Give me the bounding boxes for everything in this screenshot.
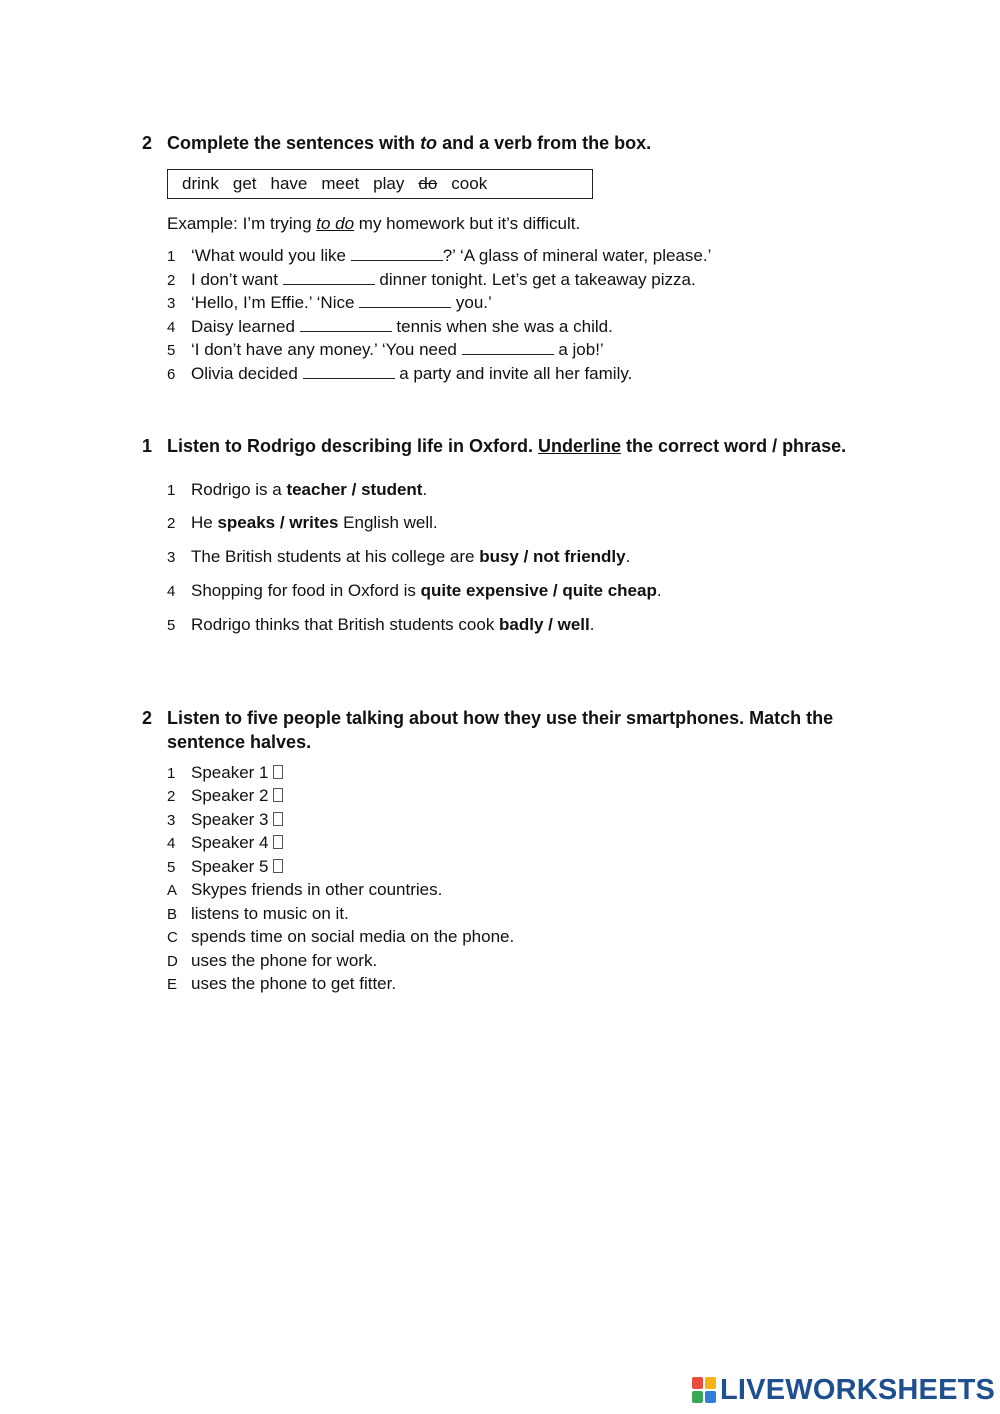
answer-box[interactable] [273, 788, 283, 802]
option-item: C spends time on social media on the phone. [167, 927, 515, 946]
word-get: get [232, 174, 257, 193]
oxford-item: 1 Rodrigo is a teacher / student. [167, 480, 428, 499]
answer-blank[interactable] [351, 245, 443, 261]
oxford-heading-number: 1 [142, 436, 153, 456]
option-item: B listens to music on it. [167, 904, 349, 923]
verbs-item: 6 Olivia decided a party and invite all her family. [167, 364, 633, 383]
verbs-item: 3 ‘Hello, I’m Effie.’ ‘Nice you.’ [167, 293, 492, 312]
speaker-item: 3 Speaker 3 [167, 809, 283, 831]
verbs-item: 1 ‘What would you like ?’ ‘A glass of mineral water, please.’ [167, 246, 712, 265]
word-have: have [270, 174, 308, 193]
option-item: D uses the phone for work. [167, 951, 378, 970]
answer-blank[interactable] [300, 316, 392, 332]
option-item: A Skypes friends in other countries. [167, 880, 443, 899]
oxford-heading [0, 434, 1000, 458]
speaker-item: 2 Speaker 2 [167, 785, 283, 807]
answer-blank[interactable] [462, 339, 554, 355]
verbs-item: 5 ‘I don’t have any money.’ ‘You need a job!’ [167, 340, 604, 359]
answer-blank[interactable] [283, 269, 375, 285]
logo-blocks-icon [692, 1377, 716, 1403]
oxford-item: 4 Shopping for food in Oxford is quite expensive / quite cheap. [167, 581, 662, 600]
answer-box[interactable] [273, 859, 283, 873]
verbs-heading [0, 131, 1000, 155]
verbs-example: Example: I’m trying to do my homework but it’s difficult. [167, 214, 581, 233]
choice-options[interactable]: teacher / student [286, 480, 423, 499]
verbs-heading-text: Complete the sentences with to and a verb from the box. [167, 133, 652, 153]
answer-box[interactable] [273, 812, 283, 826]
choice-options[interactable]: quite expensive / quite cheap [420, 581, 657, 600]
oxford-item: 5 Rodrigo thinks that British students cook badly / well. [167, 615, 595, 634]
oxford-item: 3 The British students at his college are busy / not friendly. [167, 547, 631, 566]
choice-options[interactable]: badly / well [499, 615, 590, 634]
choice-options[interactable]: speaks / writes [217, 513, 339, 532]
option-item: E uses the phone to get fitter. [167, 974, 397, 993]
word-do-crossed: do [418, 174, 438, 193]
smartphones-heading-number: 2 [142, 708, 153, 728]
answer-box[interactable] [273, 765, 283, 779]
speaker-item: 5 Speaker 5 [167, 856, 283, 878]
word-drink: drink [182, 174, 219, 193]
speaker-item: 1 Speaker 1 [167, 762, 283, 784]
answer-blank[interactable] [303, 363, 395, 379]
verbs-item: 4 Daisy learned tennis when she was a child. [167, 317, 613, 336]
choice-options[interactable]: busy / not friendly [479, 547, 626, 566]
answer-box[interactable] [273, 835, 283, 849]
oxford-item: 2 He speaks / writes English well. [167, 513, 438, 532]
word-cook: cook [451, 174, 488, 193]
liveworksheets-logo[interactable] [692, 1374, 995, 1406]
word-box [167, 169, 593, 199]
example-answer: to do [316, 214, 355, 233]
answer-blank[interactable] [359, 292, 451, 308]
smartphones-heading [0, 706, 1000, 754]
word-meet: meet [321, 174, 360, 193]
logo-text: LIVEWORKSHEETS [720, 1373, 996, 1406]
smartphones-heading-text: Listen to five people talking about how they use their smartphones. Match the sentence halves. [167, 708, 834, 752]
speaker-item: 4 Speaker 4 [167, 832, 283, 854]
verbs-item: 2 I don’t want dinner tonight. Let’s get a takeaway pizza. [167, 270, 696, 289]
word-play: play [373, 174, 405, 193]
oxford-heading-text: Listen to Rodrigo describing life in Oxford. Underline the correct word / phrase. [167, 436, 847, 456]
verbs-heading-number: 2 [142, 133, 153, 153]
